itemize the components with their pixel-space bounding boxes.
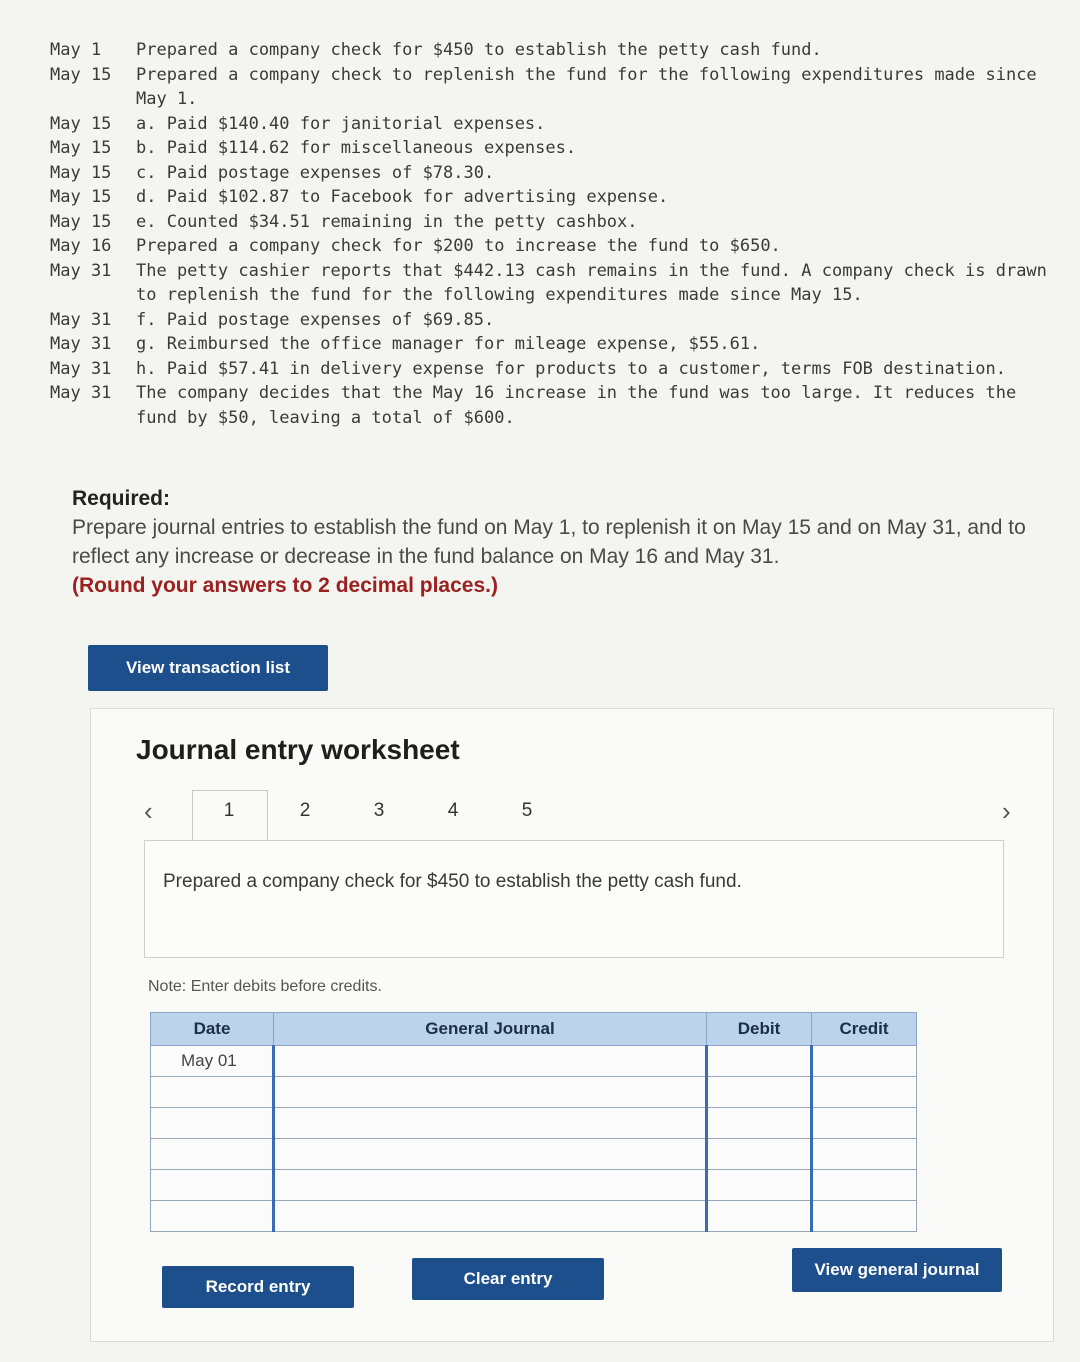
credit-cell[interactable] — [812, 1201, 917, 1232]
rounding-instruction: (Round your answers to 2 decimal places.) — [72, 574, 498, 597]
view-transaction-list-button[interactable]: View transaction list — [88, 645, 328, 691]
tab-page-2[interactable]: 2 — [299, 800, 311, 821]
table-row — [151, 1139, 917, 1170]
required-body: Prepare journal entries to establish the fund on May 1, to replenish it on May 15 and on May 31, and to reflect any increase or decrease in the fund balance on May 16 and May 31. — [72, 516, 1026, 568]
problem-line: May 15 a. Paid $140.40 for janitorial expenses. — [50, 113, 546, 134]
table-row — [151, 1201, 917, 1232]
problem-text — [50, 38, 1060, 430]
date-cell[interactable] — [151, 1170, 274, 1201]
worksheet-pager — [140, 790, 1030, 842]
date-cell[interactable] — [151, 1077, 274, 1108]
credit-cell[interactable] — [812, 1046, 917, 1077]
debit-cell[interactable] — [707, 1170, 812, 1201]
credit-cell[interactable] — [812, 1108, 917, 1139]
debit-cell[interactable] — [707, 1108, 812, 1139]
worksheet-title: Journal entry worksheet — [136, 734, 460, 765]
table-row — [151, 1046, 917, 1077]
account-cell[interactable] — [274, 1108, 707, 1139]
general-journal-header: General Journal — [274, 1013, 707, 1046]
account-cell[interactable] — [274, 1139, 707, 1170]
debit-header: Debit — [707, 1013, 812, 1046]
clear-entry-button[interactable]: Clear entry — [412, 1258, 604, 1300]
table-row — [151, 1108, 917, 1139]
debit-cell[interactable] — [707, 1046, 812, 1077]
view-general-journal-button[interactable]: View general journal — [792, 1248, 1002, 1292]
table-row — [151, 1170, 917, 1201]
date-cell[interactable] — [151, 1108, 274, 1139]
problem-line: May 31 f. Paid postage expenses of $69.85. — [50, 309, 495, 330]
problem-line: May 15 Prepared a company check to replenish the fund for the following expenditures made since May 1. — [50, 64, 1037, 109]
problem-line: May 15 b. Paid $114.62 for miscellaneous expenses. — [50, 138, 577, 158]
problem-line: May 15 d. Paid $102.87 to Facebook for advertising expense. — [50, 187, 669, 207]
account-cell[interactable] — [274, 1077, 707, 1108]
record-entry-button[interactable]: Record entry — [162, 1266, 354, 1308]
chevron-left-icon[interactable]: ‹ — [144, 796, 153, 826]
debit-cell[interactable] — [707, 1077, 812, 1108]
problem-line: May 15 c. Paid postage expenses of $78.30. — [50, 162, 495, 183]
tab-page-3[interactable]: 3 — [373, 800, 385, 821]
account-cell[interactable] — [274, 1201, 707, 1232]
date-header: Date — [151, 1013, 274, 1046]
tab-page-1[interactable]: 1 — [223, 800, 235, 821]
credit-cell[interactable] — [812, 1170, 917, 1201]
journal-table — [150, 1012, 917, 1232]
credit-cell[interactable] — [812, 1077, 917, 1108]
date-cell[interactable] — [151, 1201, 274, 1232]
chevron-right-icon[interactable]: › — [1002, 796, 1011, 826]
account-cell[interactable] — [274, 1046, 707, 1077]
credit-cell[interactable] — [812, 1139, 917, 1170]
required-heading: Required: — [72, 487, 171, 510]
account-cell[interactable] — [274, 1170, 707, 1201]
problem-line: May 16 Prepared a company check for $200 to increase the fund to $650. — [50, 236, 781, 256]
problem-line: May 31 The company decides that the May 16 increase in the fund was too large. It reduces the fund by $50, leaving a total of $600. — [50, 383, 1017, 428]
transaction-description-box — [144, 840, 1004, 958]
credit-header: Credit — [812, 1013, 917, 1046]
problem-line: May 1 Prepared a company check for $450 to establish the petty cash fund. — [50, 40, 822, 60]
date-cell[interactable]: May 01 — [151, 1046, 274, 1077]
transaction-description: Prepared a company check for $450 to establish the petty cash fund. — [163, 871, 742, 892]
problem-line: May 31 The petty cashier reports that $442.13 cash remains in the fund. A company check is drawn to replenish the fund for the following expenditures made since May 15. — [50, 260, 1047, 305]
debit-cell[interactable] — [707, 1139, 812, 1170]
tab-page-5[interactable]: 5 — [521, 800, 533, 821]
problem-line: May 31 g. Reimbursed the office manager for mileage expense, $55.61. — [50, 334, 761, 354]
entry-note: Note: Enter debits before credits. — [148, 978, 382, 995]
table-row — [151, 1077, 917, 1108]
date-cell[interactable] — [151, 1139, 274, 1170]
required-section — [72, 484, 1042, 600]
problem-line: May 15 e. Counted $34.51 remaining in the petty cashbox. — [50, 211, 638, 232]
tab-page-4[interactable]: 4 — [447, 800, 459, 821]
problem-line: May 31 h. Paid $57.41 in delivery expense for products to a customer, terms FOB destination. — [50, 358, 1006, 379]
debit-cell[interactable] — [707, 1201, 812, 1232]
